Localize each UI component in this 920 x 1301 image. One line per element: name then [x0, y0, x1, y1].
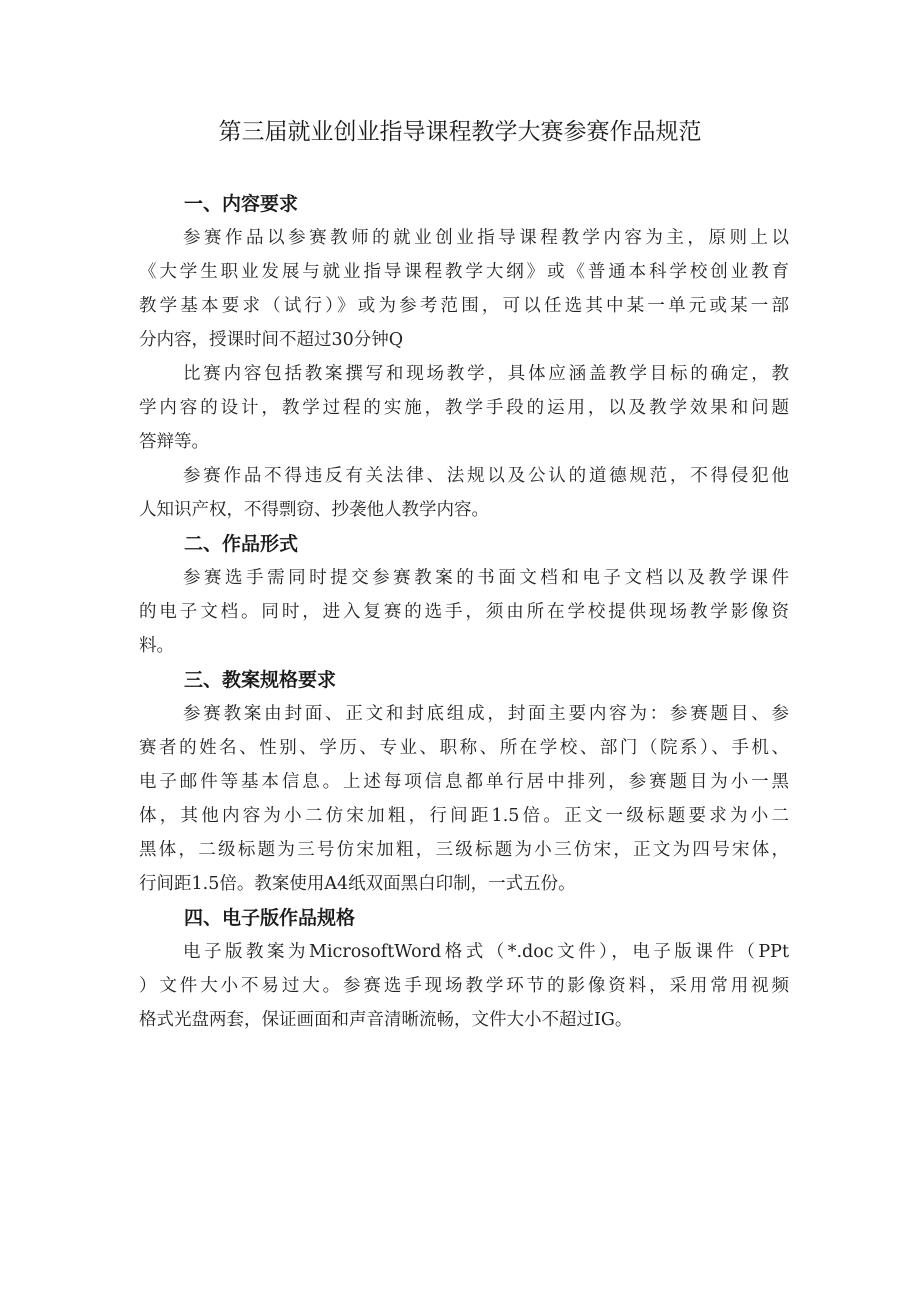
paragraph-line: 参赛教案由封面、正文和封底组成，封面主要内容为：参赛题目、参	[183, 704, 789, 724]
document-section	[139, 663, 789, 901]
body-paragraph	[139, 459, 789, 527]
document-section	[139, 901, 789, 1037]
body-paragraph	[139, 561, 789, 663]
paragraph-line: 教学基本要求（试行）》或为参考范围，可以任选其中某一单元或某一部	[139, 296, 789, 316]
paragraph-line: 电子邮件等基本信息。上述每项信息都单行居中排列，参赛题目为小一黑	[139, 772, 789, 792]
paragraph-line: 分内容，授课时间不超过30分钟Q	[139, 330, 404, 350]
section-heading: 一、内容要求	[184, 193, 299, 215]
paragraph-line: 料。	[139, 636, 174, 656]
paragraph-line: 的电子文档。同时，进入复赛的选手，须由所在学校提供现场教学影像资	[139, 602, 789, 622]
paragraph-line: 赛者的姓名、性别、学历、专业、职称、所在学校、部门（院系）、手机、	[139, 738, 789, 758]
paragraph-line: 《大学生职业发展与就业指导课程教学大纲》或《普通本科学校创业教育	[139, 262, 789, 282]
paragraph-line: 格式光盘两套，保证画面和声音清晰流畅，文件大小不超过IG。	[139, 1010, 633, 1030]
body-paragraph	[139, 221, 789, 357]
paragraph-line: 电子版教案为MicrosoftWord格式（*.doc文件），电子版课件（PPt	[183, 942, 789, 962]
paragraph-line: 黑体，二级标题为三号仿宋加粗，三级标题为小三仿宋，正文为四号宋体，	[139, 840, 789, 860]
paragraph-line: 比赛内容包括教案撰写和现场教学，具体应涵盖教学目标的确定，教	[183, 364, 789, 384]
paragraph-line: 参赛选手需同时提交参赛教案的书面文档和电子文档以及教学课件	[183, 568, 789, 588]
document-section	[139, 187, 789, 527]
body-paragraph	[139, 697, 789, 901]
section-heading: 四、电子版作品规格	[184, 907, 356, 929]
paragraph-line: 体，其他内容为小二仿宋加粗，行间距1.5倍。正文一级标题要求为小二	[139, 806, 789, 826]
paragraph-line: 参赛作品不得违反有关法律、法规以及公认的道德规范，不得侵犯他	[183, 466, 789, 486]
paragraph-line: 参赛作品以参赛教师的就业创业指导课程教学内容为主，原则上以	[183, 228, 789, 248]
paragraph-line: 答辩等。	[139, 432, 209, 452]
paragraph-line: 行间距1.5倍。教案使用A4纸双面黑白印制，一式五份。	[139, 874, 576, 894]
document-title: 第三届就业创业指导课程教学大赛参赛作品规范	[218, 119, 702, 145]
body-paragraph	[139, 935, 789, 1037]
paragraph-line: ）文件大小不易过大。参赛选手现场教学环节的影像资料，采用常用视频	[139, 976, 789, 996]
body-paragraph	[139, 357, 789, 459]
section-heading: 二、作品形式	[184, 533, 299, 555]
section-heading: 三、教案规格要求	[184, 669, 337, 691]
paragraph-line: 学内容的设计，教学过程的实施，教学手段的运用，以及教学效果和问题	[139, 398, 789, 418]
document-section	[139, 527, 789, 663]
paragraph-line: 人知识产权，不得剽窃、抄袭他人教学内容。	[139, 500, 489, 520]
document-body	[139, 187, 789, 1037]
